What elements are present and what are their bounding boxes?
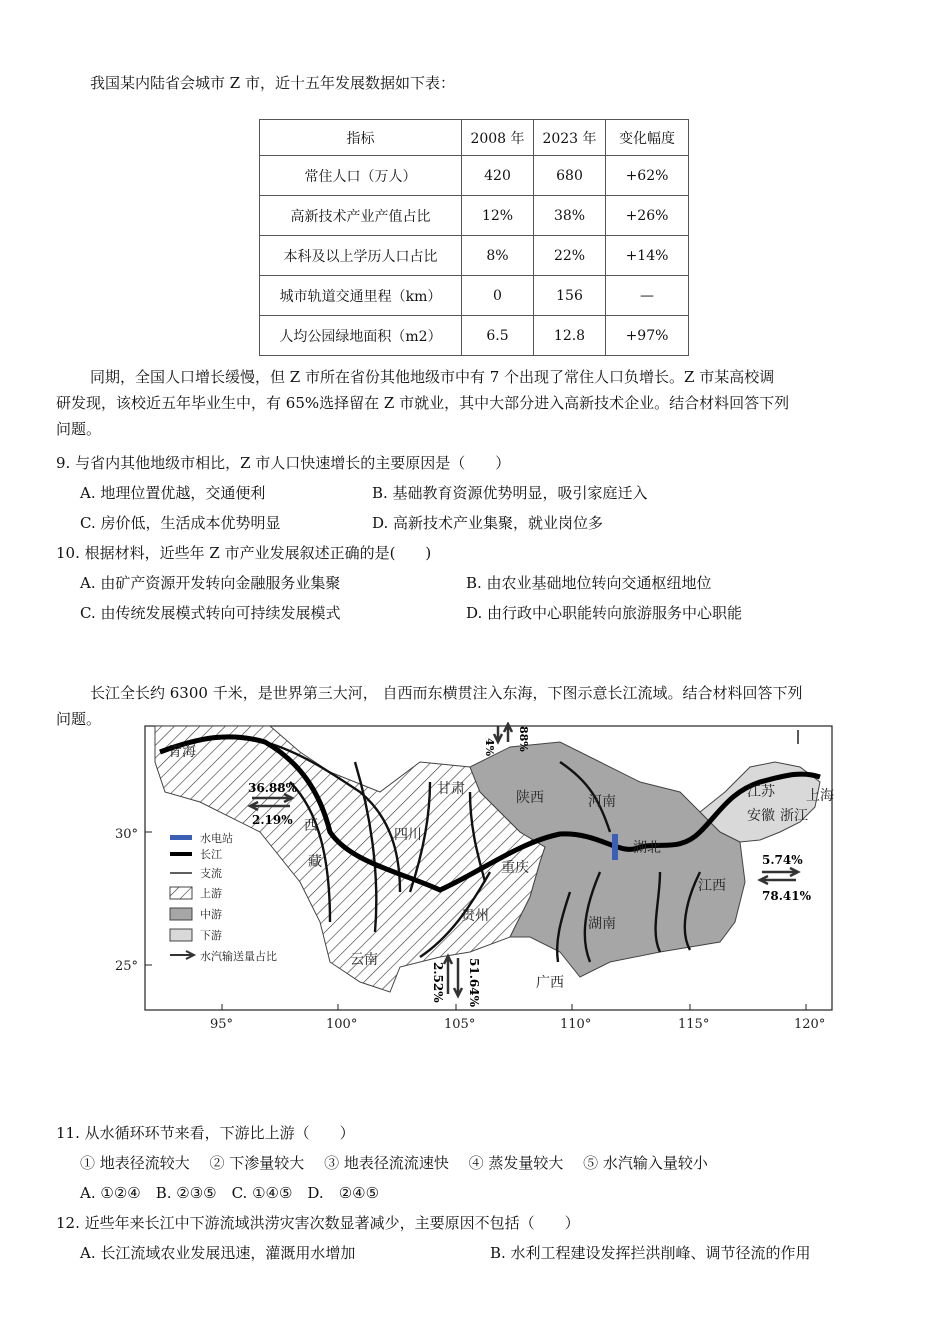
legend-lower-swatch	[170, 929, 192, 941]
table-row	[260, 276, 689, 316]
legend-hydro-swatch	[170, 835, 192, 840]
province-label: 青海	[168, 744, 196, 760]
legend-label: 长江	[200, 848, 222, 861]
province-label: 贵州	[461, 908, 489, 924]
table-cell: 22%	[534, 236, 606, 276]
table-cell: 12.8	[534, 316, 606, 356]
legend-label: 中游	[200, 908, 222, 921]
question-9-stem: 9. 与省内其他地级市相比，Z 市人口快速增长的主要原因是（ ）	[56, 454, 511, 472]
intro-text-3b: 问题。	[56, 710, 102, 728]
question-9-option-a[interactable]: A. 地理位置优越，交通便利	[80, 484, 266, 502]
legend-label: 水电站	[200, 832, 233, 845]
table-cell: +62%	[606, 156, 689, 196]
table-cell: 本科及以上学历人口占比	[260, 236, 462, 276]
yangtze-basin-map	[0, 722, 950, 1042]
latitude-label: 25°	[115, 959, 139, 974]
province-label: 重庆	[501, 860, 529, 876]
svg-text:78.41%: 78.41%	[762, 889, 811, 903]
table-header-cell: 2023 年	[534, 120, 606, 156]
vapor-flow-east	[760, 853, 812, 903]
material-text-line: 研发现，该校近五年毕业生中，有 65%选择留在 Z 市就业，其中大部分进入高新技术企业。结合材料回答下列	[56, 394, 790, 412]
longitude-label: 105°	[444, 1017, 476, 1032]
table-header-cell: 指标	[260, 120, 462, 156]
table-cell: 6.5	[462, 316, 534, 356]
table-cell: 38%	[534, 196, 606, 236]
question-10-option-b[interactable]: B. 由农业基础地位转向交通枢纽地位	[466, 574, 712, 592]
legend-label: 水汽输送量占比	[200, 950, 277, 963]
svg-text:5.74%: 5.74%	[762, 853, 803, 867]
legend-middle-swatch	[170, 908, 192, 920]
province-label: 云南	[350, 952, 378, 968]
longitude-label: 95°	[210, 1017, 234, 1032]
svg-text:2.19%: 2.19%	[252, 813, 293, 827]
province-label: 安徽	[747, 808, 775, 824]
table-header-cell: 变化幅度	[606, 120, 689, 156]
table-cell: 680	[534, 156, 606, 196]
question-10-stem: 10. 根据材料，近些年 Z 市产业发展叙述正确的是( )	[56, 544, 432, 562]
province-label: 湖南	[588, 916, 616, 932]
svg-text:2.52%: 2.52%	[431, 962, 445, 1003]
svg-text:36.88%: 36.88%	[248, 781, 297, 795]
svg-text:88%: 88%	[517, 726, 530, 752]
table-cell: 常住人口（万人）	[260, 156, 462, 196]
table-row	[260, 156, 689, 196]
question-12-option-a[interactable]: A. 长江流域农业发展迅速，灌溉用水增加	[80, 1244, 356, 1262]
province-label: 浙江	[780, 808, 808, 824]
question-9-option-c[interactable]: C. 房价低，生活成本优势明显	[80, 514, 281, 532]
legend-label: 支流	[200, 867, 222, 880]
question-9-option-d[interactable]: D. 高新技术产业集聚，就业岗位多	[372, 514, 604, 532]
hydropower-station-marker	[612, 834, 618, 860]
legend-vapor-arrow-icon	[170, 951, 194, 959]
province-label: 甘肃	[437, 781, 465, 797]
question-12-option-b[interactable]: B. 水利工程建设发挥拦洪削峰、调节径流的作用	[490, 1244, 811, 1262]
province-label: 四川	[394, 827, 422, 843]
province-label: 江苏	[747, 784, 775, 800]
intro-text-1: 我国某内陆省会城市 Z 市，近十五年发展数据如下表：	[90, 74, 455, 92]
legend-upper-swatch	[170, 887, 192, 899]
table-cell: 城市轨道交通里程（km）	[260, 276, 462, 316]
question-12-stem: 12. 近些年来长江中下游流域洪涝灾害次数显著减少，主要原因不包括（ ）	[56, 1214, 580, 1232]
legend-label: 上游	[200, 887, 222, 900]
latitude-label: 30°	[115, 827, 139, 842]
table-row	[260, 316, 689, 356]
table-cell: 156	[534, 276, 606, 316]
province-label: 湖北	[633, 840, 661, 856]
table-cell: 0	[462, 276, 534, 316]
table-cell: +26%	[606, 196, 689, 236]
map-legend	[170, 831, 277, 963]
material-text-line: 问题。	[56, 420, 102, 438]
province-label: 西	[304, 818, 318, 834]
intro-text-3: 长江全长约 6300 千米，是世界第三大河， 自西而东横贯注入东海，下图示意长江流域。结合材料回答下列	[90, 684, 803, 702]
table-cell: —	[606, 276, 689, 316]
province-label: 陕西	[516, 790, 544, 806]
province-label: 藏	[308, 854, 322, 870]
province-label: 江西	[698, 878, 726, 894]
table-cell: 高新技术产业产值占比	[260, 196, 462, 236]
question-11-items: ① 地表径流较大 ② 下渗量较大 ③ 地表径流流速快 ④ 蒸发量较大 ⑤ 水汽输入量较小	[80, 1154, 708, 1172]
table-cell: 8%	[462, 236, 534, 276]
province-label: 上海	[806, 788, 834, 804]
question-10-option-c[interactable]: C. 由传统发展模式转向可持续发展模式	[80, 604, 341, 622]
question-11-stem: 11. 从水循环环节来看，下游比上游（ ）	[56, 1124, 355, 1142]
table-row	[260, 196, 689, 236]
question-11-options[interactable]: A. ①②④ B. ②③⑤ C. ①④⑤ D. ②④⑤	[80, 1184, 380, 1202]
table-cell: +14%	[606, 236, 689, 276]
vapor-flow-south	[431, 956, 481, 1008]
material-text-line: 同期，全国人口增长缓慢，但 Z 市所在省份其他地级市中有 7 个出现了常住人口负增长。Z 市某高校调	[90, 368, 775, 386]
province-label: 广西	[536, 975, 564, 991]
svg-text:51.64%: 51.64%	[467, 958, 481, 1007]
svg-text:4%: 4%	[483, 738, 496, 757]
longitude-label: 100°	[326, 1017, 358, 1032]
table-row	[260, 236, 689, 276]
question-10-option-d[interactable]: D. 由行政中心职能转向旅游服务中心职能	[466, 604, 743, 622]
table-cell: 12%	[462, 196, 534, 236]
longitude-label: 115°	[678, 1017, 710, 1032]
table-cell: 人均公园绿地面积（m2）	[260, 316, 462, 356]
province-label: 河南	[588, 794, 616, 810]
table-cell: +97%	[606, 316, 689, 356]
table-header-cell: 2008 年	[462, 120, 534, 156]
question-9-option-b[interactable]: B. 基础教育资源优势明显，吸引家庭迁入	[372, 484, 648, 502]
longitude-label: 110°	[560, 1017, 592, 1032]
longitude-label: 120°	[794, 1017, 826, 1032]
table-cell: 420	[462, 156, 534, 196]
question-10-option-a[interactable]: A. 由矿产资源开发转向金融服务业集聚	[80, 574, 341, 592]
development-data-table	[259, 119, 689, 356]
table-header-row	[260, 120, 689, 156]
legend-label: 下游	[200, 929, 222, 942]
